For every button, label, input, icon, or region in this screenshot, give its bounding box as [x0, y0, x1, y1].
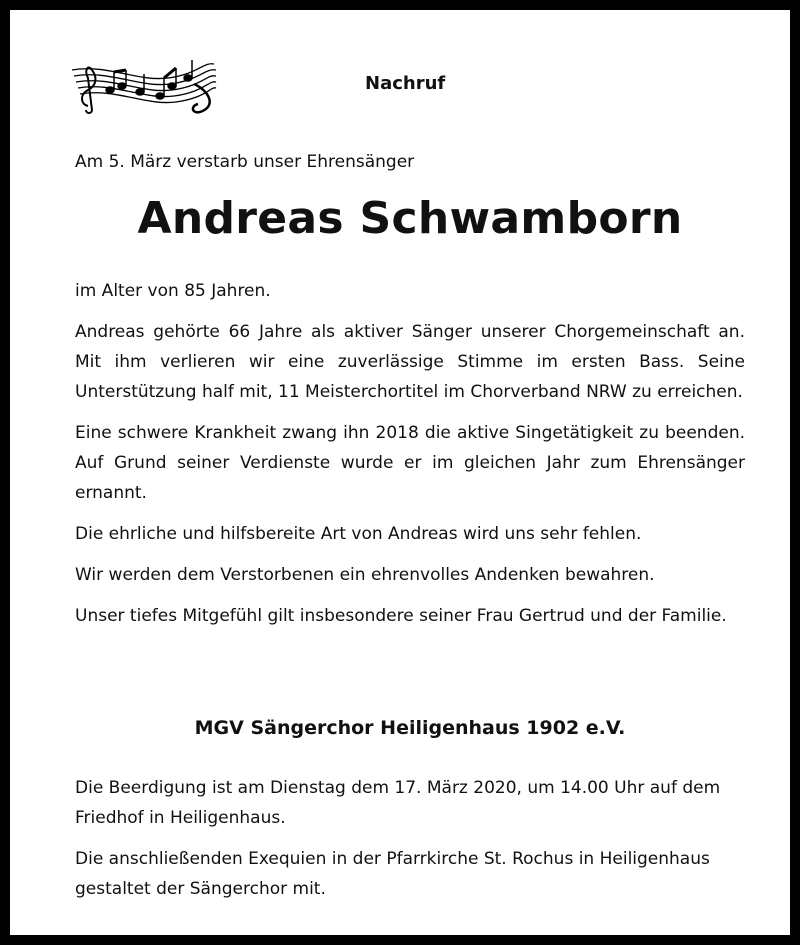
funeral-paragraph: Die Beerdigung ist am Dienstag dem 17. März 2020, um 14.00 Uhr auf dem Friedhof in Heiligenhaus.	[75, 778, 721, 828]
notice-paragraph: Die ehrliche und hilfsbereite Art von Andreas wird uns sehr fehlen.	[75, 524, 642, 544]
music-staff-icon	[68, 56, 218, 118]
funeral-details	[75, 773, 755, 915]
notice-paragraph: Unser tiefes Mitgefühl gilt insbesondere seiner Frau Gertrud und der Familie.	[75, 606, 727, 626]
notice-paragraph: Andreas gehörte 66 Jahre als aktiver Sänger unserer Chorgemeinschaft an. Mit ihm verlieren wir eine zuverlässige Stimme im ersten Bass. Seine Unterstützung half mit, 11 Meisterchortitel im Chorverband NRW zu erreichen.	[75, 322, 745, 402]
notice-paragraph: im Alter von 85 Jahren.	[75, 281, 271, 301]
funeral-paragraph: Die anschließenden Exequien in der Pfarrkirche St. Rochus in Heiligenhaus gestaltet der Sängerchor mit.	[75, 849, 710, 899]
notice-paragraph: Eine schwere Krankheit zwang ihn 2018 die aktive Singetätigkeit zu beenden. Auf Grund seiner Verdienste wurde er im gleichen Jahr zum Ehrensänger ernannt.	[75, 423, 745, 503]
notice-body	[75, 276, 745, 642]
notice-paragraph: Wir werden dem Verstorbenen ein ehrenvolles Andenken bewahren.	[75, 565, 655, 585]
club-name: MGV Sängerchor Heiligenhaus 1902 e.V.	[194, 717, 626, 739]
deceased-name: Andreas Schwamborn	[137, 193, 683, 244]
notice-heading: Nachruf	[365, 73, 446, 94]
intro-line: Am 5. März verstarb unser Ehrensänger	[75, 152, 415, 172]
